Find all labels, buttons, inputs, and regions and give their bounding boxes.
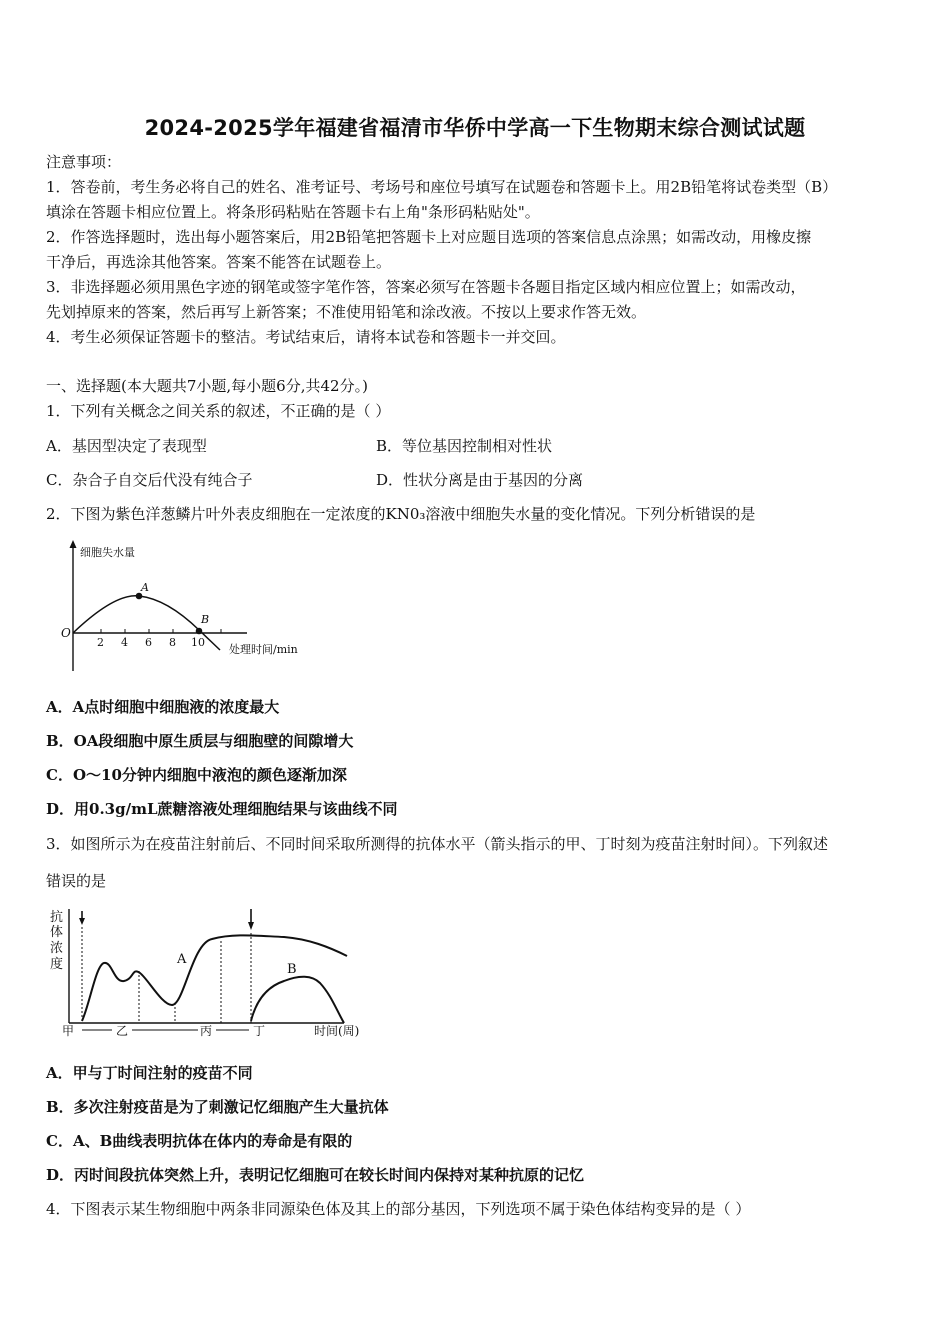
point-b-marker (196, 628, 203, 635)
question-3-option-a: A．甲与丁时间注射的疫苗不同 (46, 1064, 253, 1082)
question-2-option-a: A．A点时细胞中细胞液的浓度最大 (46, 698, 280, 716)
tick-label: 4 (121, 636, 128, 649)
y-axis-label-char: 体 (50, 925, 64, 940)
period-ding-label: 丁 (253, 1024, 266, 1038)
question-2-option-d: D．用0.3g/mL蔗糖溶液处理细胞结果与该曲线不同 (46, 800, 398, 818)
question-3-stem: 3．如图所示为在疫苗注射前后、不同时间采取所测得的抗体水平（箭头指示的甲、丁时刻为疫苗注射时间）。下列叙述 (46, 835, 829, 853)
curve-b-label: B (287, 962, 297, 977)
notice-line: 填涂在答题卡相应位置上。将条形码粘贴在答题卡右上角"条形码粘贴处"。 (46, 203, 540, 221)
point-b-label: B (201, 613, 210, 626)
y-axis-label-char: 浓 (50, 941, 64, 956)
question-1-option-d: D．性状分离是由于基因的分离 (376, 471, 584, 489)
origin-label: O (61, 626, 71, 640)
curve-a (82, 935, 347, 1021)
question-3-option-c: C．A、B曲线表明抗体在体内的寿命是有限的 (46, 1132, 353, 1150)
question-2-stem: 2．下图为紫色洋葱鳞片叶外表皮细胞在一定浓度的KN0₃溶液中细胞失水量的变化情况。下列分析错误的是 (46, 505, 756, 523)
notice-line: 3．非选择题必须用黑色字迹的钢笔或签字笔作答，答案必须写在答题卡各题目指定区域内相应位置上；如需改动， (46, 278, 806, 296)
curve-b (251, 977, 344, 1023)
notice-line: 先划掉原来的答案，然后再写上新答案；不准使用铅笔和涂改液。不按以上要求作答无效。 (46, 303, 647, 321)
y-axis-label-char: 度 (50, 957, 64, 972)
antibody-level-graph (44, 903, 384, 1043)
question-4-stem: 4．下图表示某生物细胞中两条非同源染色体及其上的部分基因，下列选项不属于染色体结构变异的是（ ） (46, 1200, 751, 1218)
question-3-stem-continued: 错误的是 (46, 872, 107, 890)
x-axis-label: 处理时间/min (229, 643, 298, 656)
notice-line: 2．作答选择题时，选出每小题答案后，用2B铅笔把答题卡上对应题目选项的答案信息点涂黑；如需改动，用橡皮擦 (46, 228, 812, 246)
period-yi-label: 乙 (116, 1024, 129, 1038)
notice-line: 4．考生必须保证答题卡的整洁。考试结束后，请将本试卷和答题卡一并交回。 (46, 328, 566, 346)
question-1-option-a: A．基因型决定了表现型 (46, 437, 207, 455)
y-axis-label-char: 抗 (50, 910, 64, 925)
period-jia-label: 甲 (62, 1024, 75, 1038)
tick-label: 2 (97, 636, 104, 649)
question-2-option-b: B．OA段细胞中原生质层与细胞壁的间隙增大 (46, 732, 354, 750)
injection-arrow-ding-head (248, 922, 254, 930)
question-3-option-d: D．丙时间段抗体突然上升，表明记忆细胞可在较长时间内保持对某种抗原的记忆 (46, 1166, 585, 1184)
question-2-option-c: C．O～10分钟内细胞中液泡的颜色逐渐加深 (46, 766, 347, 784)
tick-label: 8 (169, 636, 176, 649)
period-bing-label: 丙 (200, 1024, 213, 1038)
x-axis-label: 时间(周) (314, 1024, 360, 1038)
notice-line: 干净后，再选涂其他答案。答案不能答在试题卷上。 (46, 253, 392, 271)
water-loss-graph (55, 537, 325, 677)
notice-heading: 注意事项： (46, 153, 122, 171)
injection-arrow-jia-head (79, 918, 85, 925)
y-axis-label: 细胞失水量 (80, 546, 135, 559)
point-a-label: A (141, 581, 149, 594)
y-axis-arrow (70, 540, 77, 548)
question-3-option-b: B．多次注射疫苗是为了刺激记忆细胞产生大量抗体 (46, 1098, 389, 1116)
section-heading: 一、选择题(本大题共7小题,每小题6分,共42分。) (46, 377, 368, 395)
tick-label: 6 (145, 636, 152, 649)
tick-label: 10 (191, 636, 205, 649)
question-1-option-c: C．杂合子自交后代没有纯合子 (46, 471, 253, 489)
curve-a-label: A (177, 952, 187, 967)
question-1-option-b: B．等位基因控制相对性状 (376, 437, 553, 455)
page-title: 2024-2025学年福建省福清市华侨中学高一下生物期末综合测试试题 (144, 116, 806, 140)
notice-line: 1．答卷前，考生务必将自己的姓名、准考证号、考场号和座位号填写在试题卷和答题卡上。用2B铅笔将试卷类型（B） (46, 178, 838, 196)
question-1-stem: 1．下列有关概念之间关系的叙述，不正确的是（ ） (46, 402, 391, 420)
